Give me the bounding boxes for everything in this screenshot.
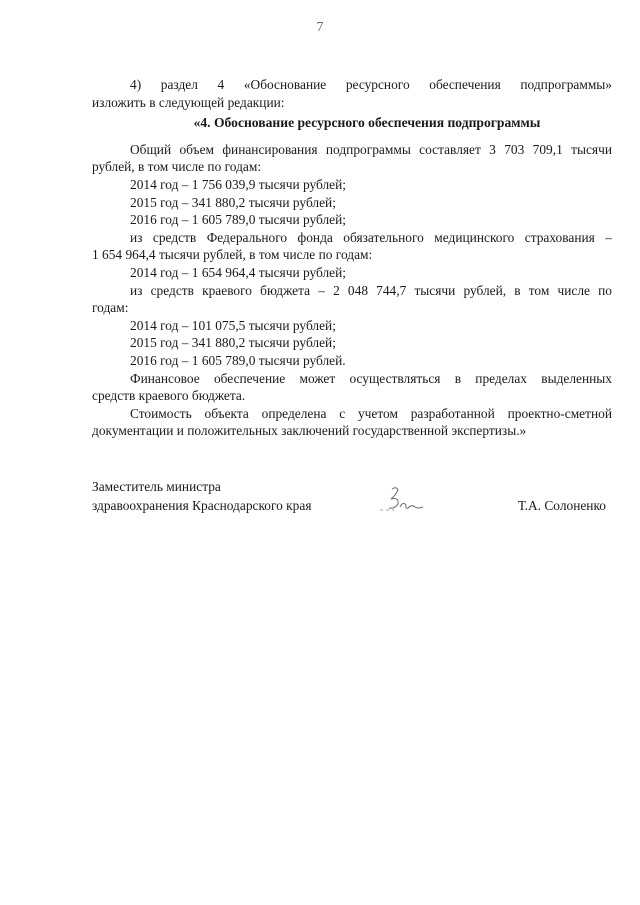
regional-year-2016: 2016 год – 1 605 789,0 тысячи рублей. — [130, 352, 346, 368]
ffoms-funding-line-1: из средств Федерального фонда обязательного медицинского страхования – — [130, 229, 612, 245]
total-year-2016: 2016 год – 1 605 789,0 тысячи рублей; — [130, 212, 346, 228]
document-body — [92, 76, 612, 440]
total-year-2015: 2015 год – 341 880,2 тысячи рублей; — [130, 194, 336, 210]
ffoms-year-2014: 2014 год – 1 654 964,4 тысячи рублей; — [130, 264, 346, 280]
regional-year-2015: 2015 год – 341 880,2 тысячи рублей; — [130, 335, 336, 351]
regional-funding-line-1: из средств краевого бюджета – 2 048 744,7 тысячи рублей, в том числе по — [130, 282, 612, 298]
total-funding-line-2: рублей, в том числе по годам: — [92, 159, 262, 175]
total-year-2014: 2014 год – 1 756 039,9 тысячи рублей; — [130, 176, 346, 192]
intro-line-2: изложить в следующей редакции: — [92, 94, 285, 110]
regional-funding-line-2: годам: — [92, 300, 129, 316]
total-funding-line-1: Общий объем финансирования подпрограммы составляет 3 703 709,1 тысячи — [130, 141, 612, 157]
signatory-title-line-1: Заместитель министра — [92, 479, 221, 494]
section-heading: «4. Обоснование ресурсного обеспечения подпрограммы — [193, 115, 541, 131]
handwritten-signature — [374, 483, 434, 519]
signature-block — [92, 477, 612, 515]
intro-line-1: 4) раздел 4 «Обоснование ресурсного обеспечения подпрограммы» — [130, 77, 612, 92]
cost-paragraph-line-2: документации и положительных заключений государственной экспертизы.» — [92, 423, 527, 439]
ffoms-funding-line-2: 1 654 964,4 тысячи рублей, в том числе по годам: — [92, 247, 373, 263]
signatory-title-line-2: здравоохранения Краснодарского края — [92, 498, 312, 513]
cost-paragraph-line-1: Стоимость объекта определена с учетом разработанной проектно-сметной — [130, 405, 612, 421]
page-number: 7 — [316, 20, 324, 35]
finance-paragraph-line-1: Финансовое обеспечение может осуществляться в пределах выделенных — [130, 370, 612, 386]
finance-paragraph-line-2: средств краевого бюджета. — [92, 388, 246, 404]
signatory-name: Т.А. Солоненко — [517, 498, 606, 513]
regional-year-2014: 2014 год – 101 075,5 тысячи рублей; — [130, 317, 336, 333]
